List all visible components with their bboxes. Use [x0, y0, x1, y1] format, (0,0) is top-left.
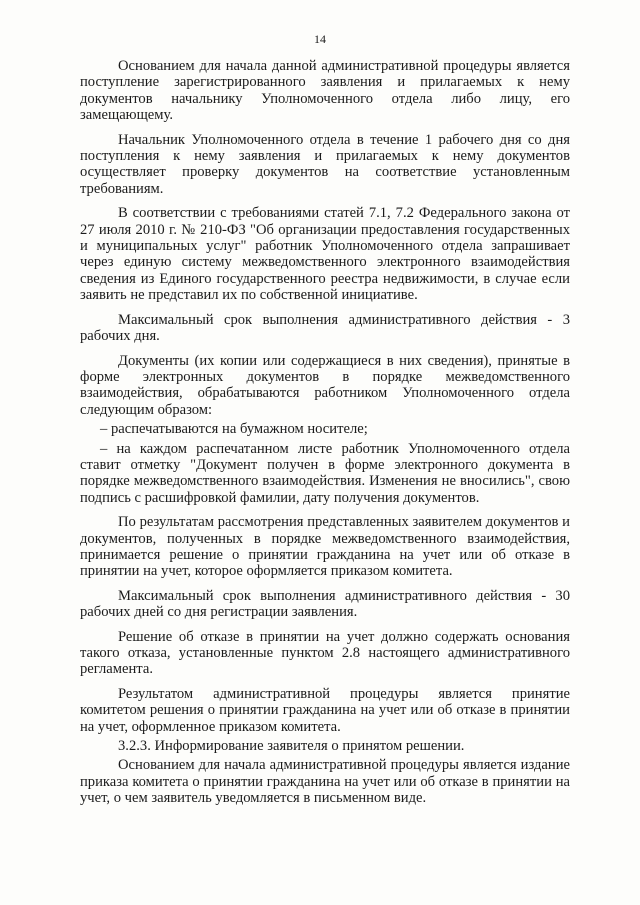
- paragraph-notification-basis: Основанием для начала административной процедуры является издание приказа комитета о принятии гражданина на учет или об отказе в принятии на учет, о чем заявитель уведомляется в письменном виде.: [80, 757, 570, 807]
- document-body: [80, 58, 570, 815]
- paragraph-document-check: Начальник Уполномоченного отдела в течение 1 рабочего дня со дня поступления к нему заявления и прилагаемых к нему документов осуществляет проверку документов на соответствие установленным требованиям.: [80, 131, 570, 197]
- list-item-print: – распечатываются на бумажном носителе;: [100, 421, 368, 438]
- section-heading-3-2-3: 3.2.3. Информирование заявителя о принятом решении.: [118, 738, 465, 755]
- list-item-mark: – на каждом распечатанном листе работник Уполномоченного отдела ставит отметку "Документ получен в форме электронного документа в порядке межведомственного взаимодействия. Изменения не вносились", свою подпись с расшифровкой фамилии, дату получения документов.: [80, 440, 570, 506]
- paragraph-procedure-result: Результатом административной процедуры является принятие комитетом решения о принятии гражданина на учет или об отказе в принятии на учет, оформленное приказом комитета.: [80, 685, 570, 735]
- paragraph-max-term-3-days: Максимальный срок выполнения административного действия - 3 рабочих дня.: [80, 311, 570, 345]
- paragraph-decision: По результатам рассмотрения представленных заявителем документов и документов, полученных в порядке межведомственного взаимодействия, принимается решение о принятии гражданина на учет или об отказе в принятии на учет, которое оформляется приказом комитета.: [80, 514, 570, 580]
- paragraph-interagency-request: В соответствии с требованиями статей 7.1, 7.2 Федерального закона от 27 июля 2010 г. № 210-ФЗ "Об организации предоставления государственных и муниципальных услуг" работник Уполномоченного отдела запрашивает через единую систему межведомственного электронного взаимодействия сведения из Единого государственного реестра недвижимости, в случае если заявить не представил их по собственной инициативе.: [80, 205, 570, 304]
- page-number: 14: [314, 32, 326, 46]
- paragraph-refusal-grounds: Решение об отказе в принятии на учет должно содержать основания такого отказа, установленные пунктом 2.8 настоящего административного регламента.: [80, 628, 570, 678]
- paragraph-procedure-basis: Основанием для начала данной административной процедуры является поступление зарегистрированного заявления и прилагаемых к нему документов начальнику Уполномоченного отдела либо лицу, его замещающему.: [80, 58, 570, 124]
- paragraph-electronic-documents: Документы (их копии или содержащиеся в них сведения), принятые в форме электронных документов в порядке межведомственного взаимодействия, обрабатываются работником Уполномоченного отдела следующим образом:: [80, 352, 570, 418]
- paragraph-max-term-30-days: Максимальный срок выполнения административного действия - 30 рабочих дней со дня регистрации заявления.: [80, 587, 570, 621]
